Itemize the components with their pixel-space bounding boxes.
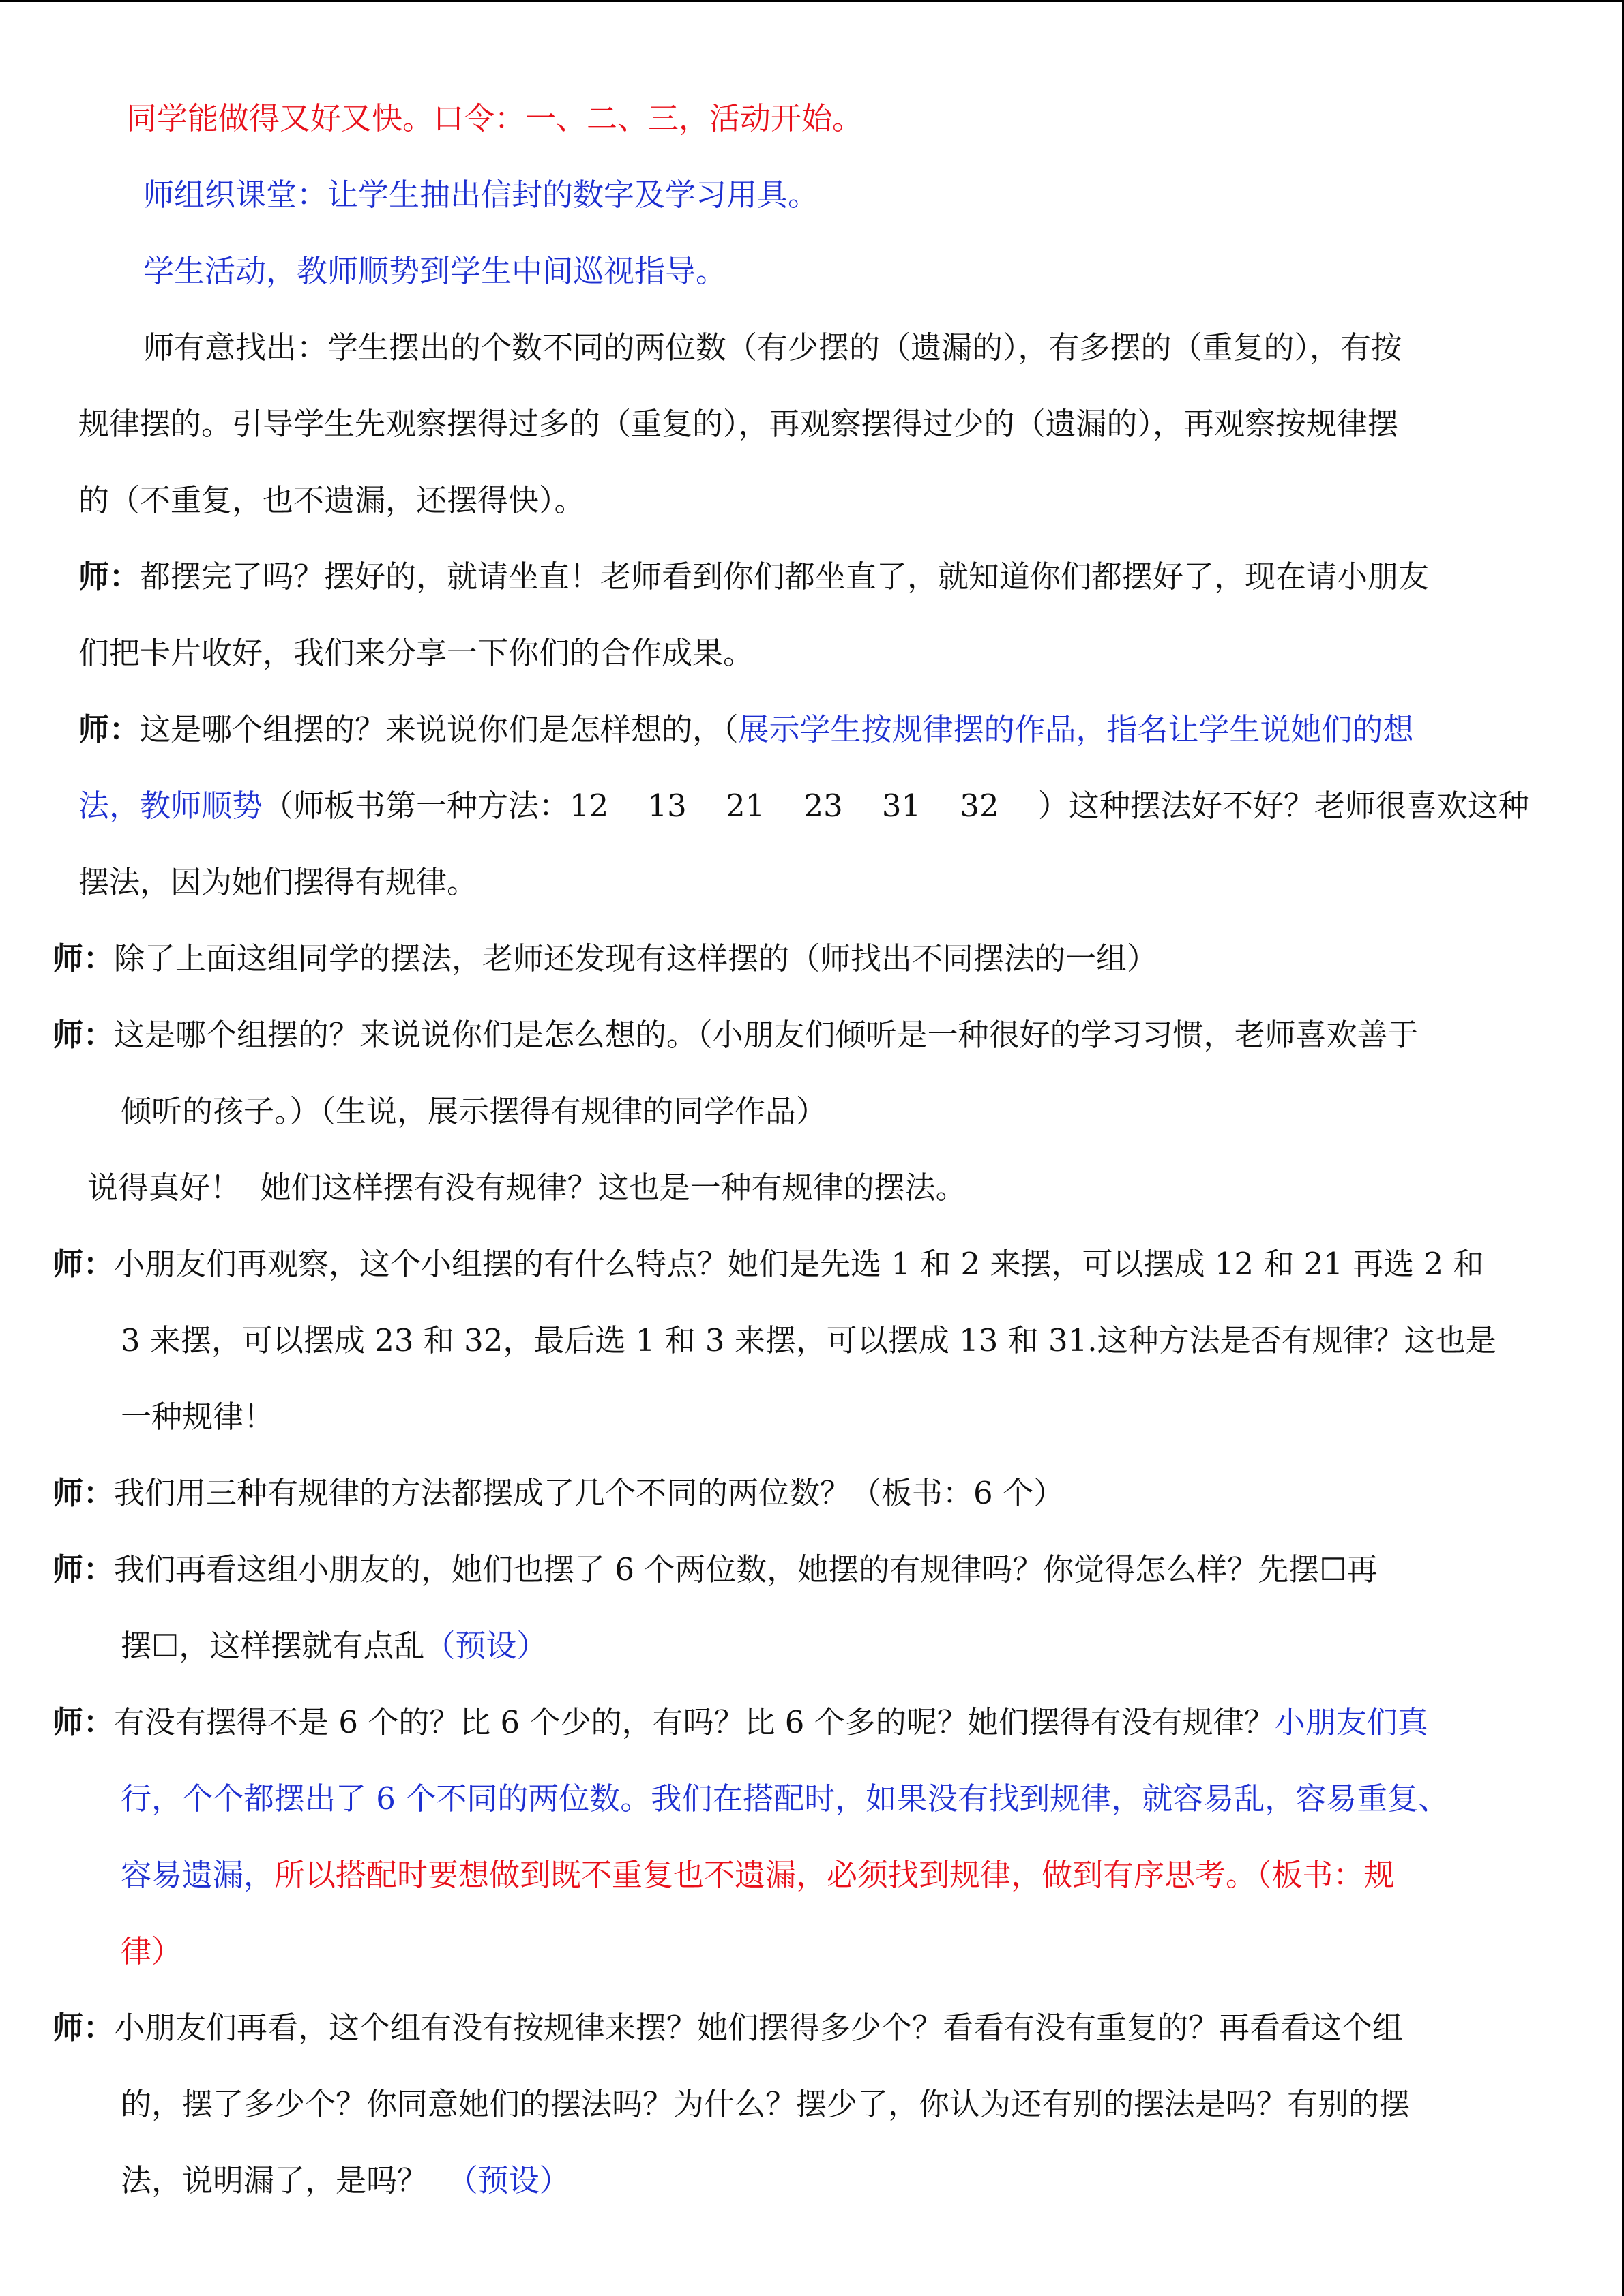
speaker-label: 师：	[78, 558, 141, 595]
text-run: （预设）	[447, 2162, 570, 2198]
speaker-label: 师：	[53, 1551, 115, 1587]
text-run: 法，说明漏了，是吗？	[121, 2162, 447, 2198]
text-line	[78, 709, 1414, 750]
text-line	[143, 251, 726, 292]
text-run: 这是哪个组摆的？来说说你们是怎样想的，（	[140, 711, 739, 747]
text-run: 一种规律！	[121, 1399, 275, 1435]
text-line	[121, 1778, 1449, 1819]
text-line	[78, 480, 585, 521]
speaker-label: 师：	[53, 1475, 115, 1511]
text-line	[121, 1626, 547, 1667]
text-run: 学生活动，教师顺势到学生中间巡视指导。	[143, 253, 727, 289]
speaker-label: 师：	[78, 711, 141, 747]
text-line	[78, 633, 754, 674]
text-run: 律）	[121, 1933, 183, 1969]
text-line	[126, 98, 863, 139]
text-run: 都摆完了吗？摆好的，就请坐直！老师看到你们都坐直了，就知道你们都摆好了，现在请小朋友	[140, 558, 1430, 595]
text-run: 摆法，因为她们摆得有规律。	[78, 864, 478, 900]
text-line	[143, 327, 1402, 368]
text-run: 师有意找出：学生摆出的个数不同的两位数（有少摆的（遗漏的），有多摆的（重复的），有按	[143, 329, 1402, 366]
speaker-label: 师：	[53, 940, 115, 976]
text-run: （师板书第一种方法：12 13 21 23 31 32 ）这种摆法好不好？老师很喜欢这种	[263, 788, 1529, 824]
text-run: 规律摆的。引导学生先观察摆得过多的（重复的），再观察摆得过少的（遗漏的），再观察按规律摆	[78, 406, 1399, 442]
text-run: 所以搭配时要想做到既不重复也不遗漏，必须找到规律，做到有序思考。（板书：规	[274, 1857, 1395, 1893]
text-line	[78, 556, 1429, 597]
speaker-label: 师：	[53, 2010, 115, 2046]
text-line	[53, 1244, 1483, 1285]
text-line	[121, 1397, 274, 1437]
text-run: 法，教师顺势	[78, 788, 263, 824]
text-run: （预设）	[424, 1628, 548, 1664]
text-line	[53, 1015, 1419, 1056]
text-line	[121, 1091, 827, 1132]
speaker-label: 师：	[53, 1017, 115, 1053]
speaker-label: 师：	[53, 1246, 115, 1282]
text-line	[87, 1167, 966, 1208]
text-line	[53, 1702, 1428, 1743]
text-line	[78, 404, 1398, 445]
text-line	[121, 1931, 182, 1972]
text-line	[121, 1320, 1496, 1361]
text-line	[78, 786, 1529, 826]
text-run: 容易遗漏，	[121, 1857, 275, 1893]
text-line	[53, 1549, 1378, 1590]
text-run: 的（不重复，也不遗漏，还摆得快）。	[78, 482, 585, 518]
text-run: 倾听的孩子。）（生说，展示摆得有规律的同学作品）	[121, 1093, 827, 1129]
text-run: 除了上面这组同学的摆法，老师还发现有这样摆的（师找出不同摆法的一组）	[114, 940, 1158, 976]
text-run: 小朋友们真	[1274, 1704, 1428, 1740]
text-run: 3 来摆，可以摆成 23 和 32，最后选 1 和 3 来摆，可以摆成 13 和 31.这种方法是否有规律？这也是	[121, 1322, 1496, 1358]
text-line	[53, 938, 1157, 979]
text-line	[121, 2160, 570, 2201]
text-run: 小朋友们再观察，这个小组摆的有什么特点？她们是先选 1 和 2 来摆，可以摆成 12 和 21 再选 2 和	[114, 1246, 1484, 1282]
text-run: 师组织课堂：让学生抽出信封的数字及学习用具。	[143, 177, 819, 213]
text-run: 摆☐，这样摆就有点乱	[121, 1628, 425, 1664]
text-run: 小朋友们再看，这个组有没有按规律来摆？她们摆得多少个？看看有没有重复的？再看看这个组	[114, 2010, 1404, 2046]
text-run: 我们用三种有规律的方法都摆成了几个不同的两位数？（板书：6 个）	[114, 1475, 1064, 1511]
text-run: 我们再看这组小朋友的，她们也摆了 6 个两位数，她摆的有规律吗？你觉得怎么样？先摆☐再	[114, 1551, 1378, 1587]
text-run: 同学能做得又好又快。口令：一、二、三，活动开始。	[126, 100, 863, 136]
text-line	[143, 175, 818, 215]
text-run: 展示学生按规律摆的作品，指名让学生说她们的想	[738, 711, 1414, 747]
text-run: 们把卡片收好，我们来分享一下你们的合作成果。	[78, 635, 754, 671]
text-line	[121, 2084, 1410, 2125]
speaker-label: 师：	[53, 1704, 115, 1740]
text-run: 的，摆了多少个？你同意她们的摆法吗？为什么？摆少了，你认为还有别的摆法是吗？有别的摆	[121, 2086, 1411, 2122]
text-run: 这是哪个组摆的？来说说你们是怎么想的。（小朋友们倾听是一种很好的学习习惯，老师喜欢善于	[114, 1017, 1419, 1053]
text-line	[53, 2008, 1403, 2048]
text-run: 行，个个都摆出了 6 个不同的两位数。我们在搭配时，如果没有找到规律，就容易乱，容易重复、	[121, 1780, 1449, 1817]
text-line	[121, 1855, 1395, 1896]
text-line	[53, 1473, 1064, 1514]
text-run: 有没有摆得不是 6 个的？比 6 个少的，有吗？比 6 个多的呢？她们摆得有没有规律？	[114, 1704, 1275, 1740]
text-line	[78, 862, 477, 903]
text-run: 说得真好！ 她们这样摆有没有规律？这也是一种有规律的摆法。	[87, 1169, 966, 1206]
